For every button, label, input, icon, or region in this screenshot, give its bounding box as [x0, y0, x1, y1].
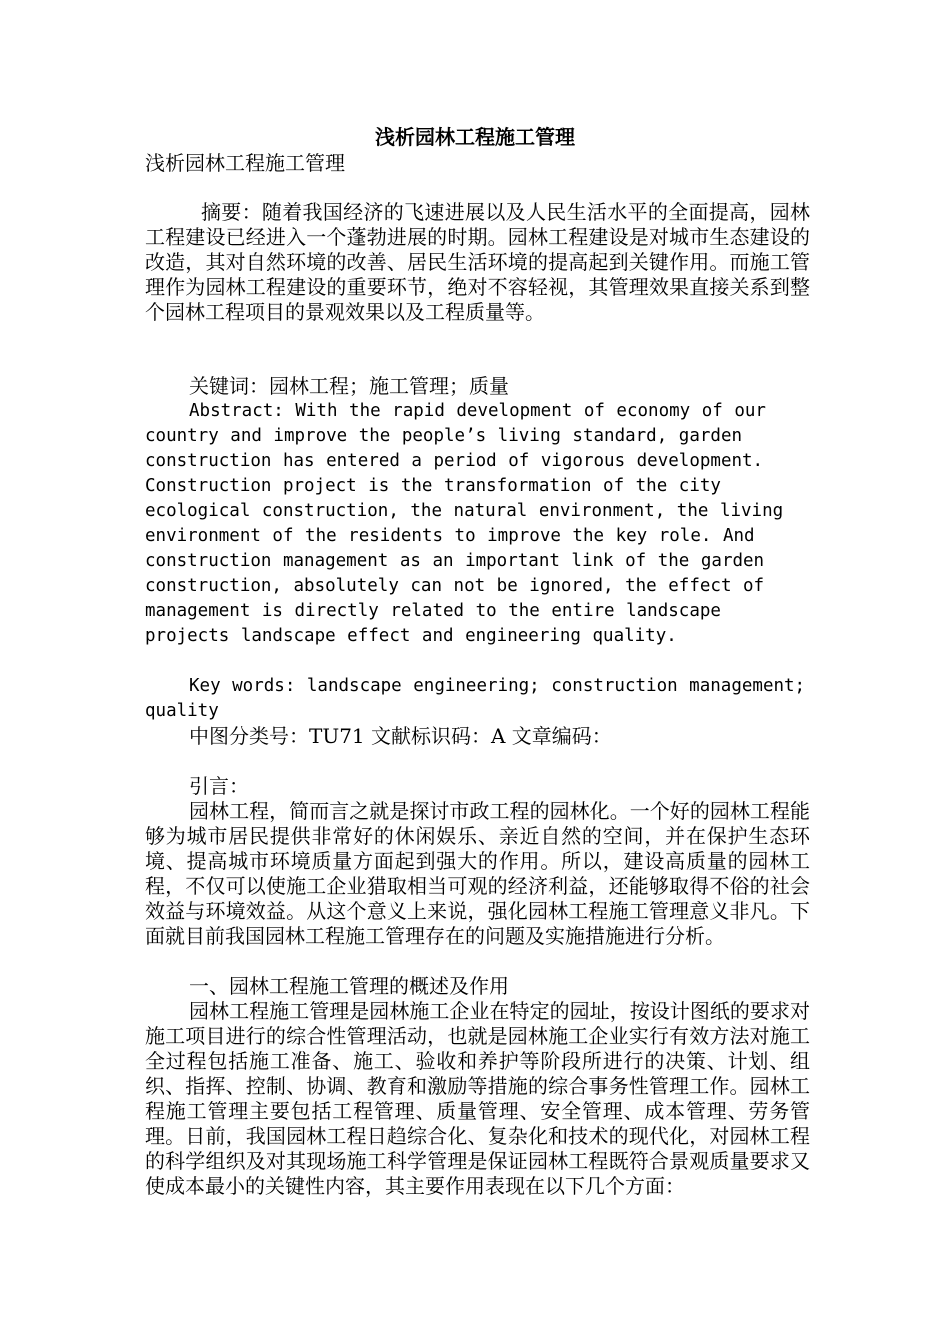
section1-heading: 一、园林工程施工管理的概述及作用	[189, 974, 509, 998]
section1-paragraph: 园林工程施工管理是园林施工企业在特定的园址，按设计图纸的要求对施工项目进行的综合性管理活动，也就是园林施工企业实行有效方法对施工全过程包括施工准备、施工、验收和养护等阶段所进行的决策、计划、组织、指挥、控制、协调、教育和激励等措施的综合事务性管理工作。园林工程施工管理主要包括工程管理、质量管理、安全管理、成本管理、劳务管理。日前，我国园林工程日趋综合化、复杂化和技术的现代化，对园林工程的科学组织及对其现场施工科学管理是保证园林工程既符合景观质量要求又使成本最小的关键性内容，其主要作用表现在以下几个方面：	[145, 999, 810, 1198]
abstract-en: Abstract: With the rapid development of economy of our country and improve the people’s living standard, garden construction has entered a period of vigorous development. Construction project is the transformation of the city ecological construction, the natural environment, the living environment of the residents to improve the key role. And construction management as an important link of the garden construction, absolutely can not be ignored, the effect of management is directly related to the entire landscape projects landscape effect and engineering quality.	[145, 401, 784, 646]
abstract-cn: 摘要：随着我国经济的飞速进展以及人民生活水平的全面提高，园林工程建设已经进入一个蓬勃进展的时期。园林工程建设是对城市生态建设的改造，其对自然环境的改善、居民生活环境的提高起到关键作用。而施工管理作为园林工程建设的重要环节，绝对不容轻视，其管理效果直接关系到整个园林工程项目的景观效果以及工程质量等。	[145, 200, 810, 324]
intro-paragraph: 园林工程，简而言之就是探讨市政工程的园林化。一个好的园林工程能够为城市居民提供非常好的休闲娱乐、亲近自然的空间，并在保护生态环境、提高城市环境质量方面起到强大的作用。所以，建设高质量的园林工程，不仅可以使施工企业猎取相当可观的经济利益，还能够取得不俗的社会效益与环境效益。从这个意义上来说，强化园林工程施工管理意义非凡。下面就目前我国园林工程施工管理存在的问题及实施措施进行分析。	[145, 799, 810, 948]
keywords-cn: 关键词：园林工程；施工管理；质量	[189, 374, 509, 398]
keywords-en: Key words: landscape engineering; construction management; quality	[145, 676, 806, 721]
document-title: 浅析园林工程施工管理	[375, 125, 575, 149]
document-subtitle: 浅析园林工程施工管理	[145, 151, 345, 175]
classification-line: 中图分类号：TU71 文献标识码：A 文章编码：	[189, 724, 612, 748]
intro-heading: 引言：	[189, 774, 249, 798]
